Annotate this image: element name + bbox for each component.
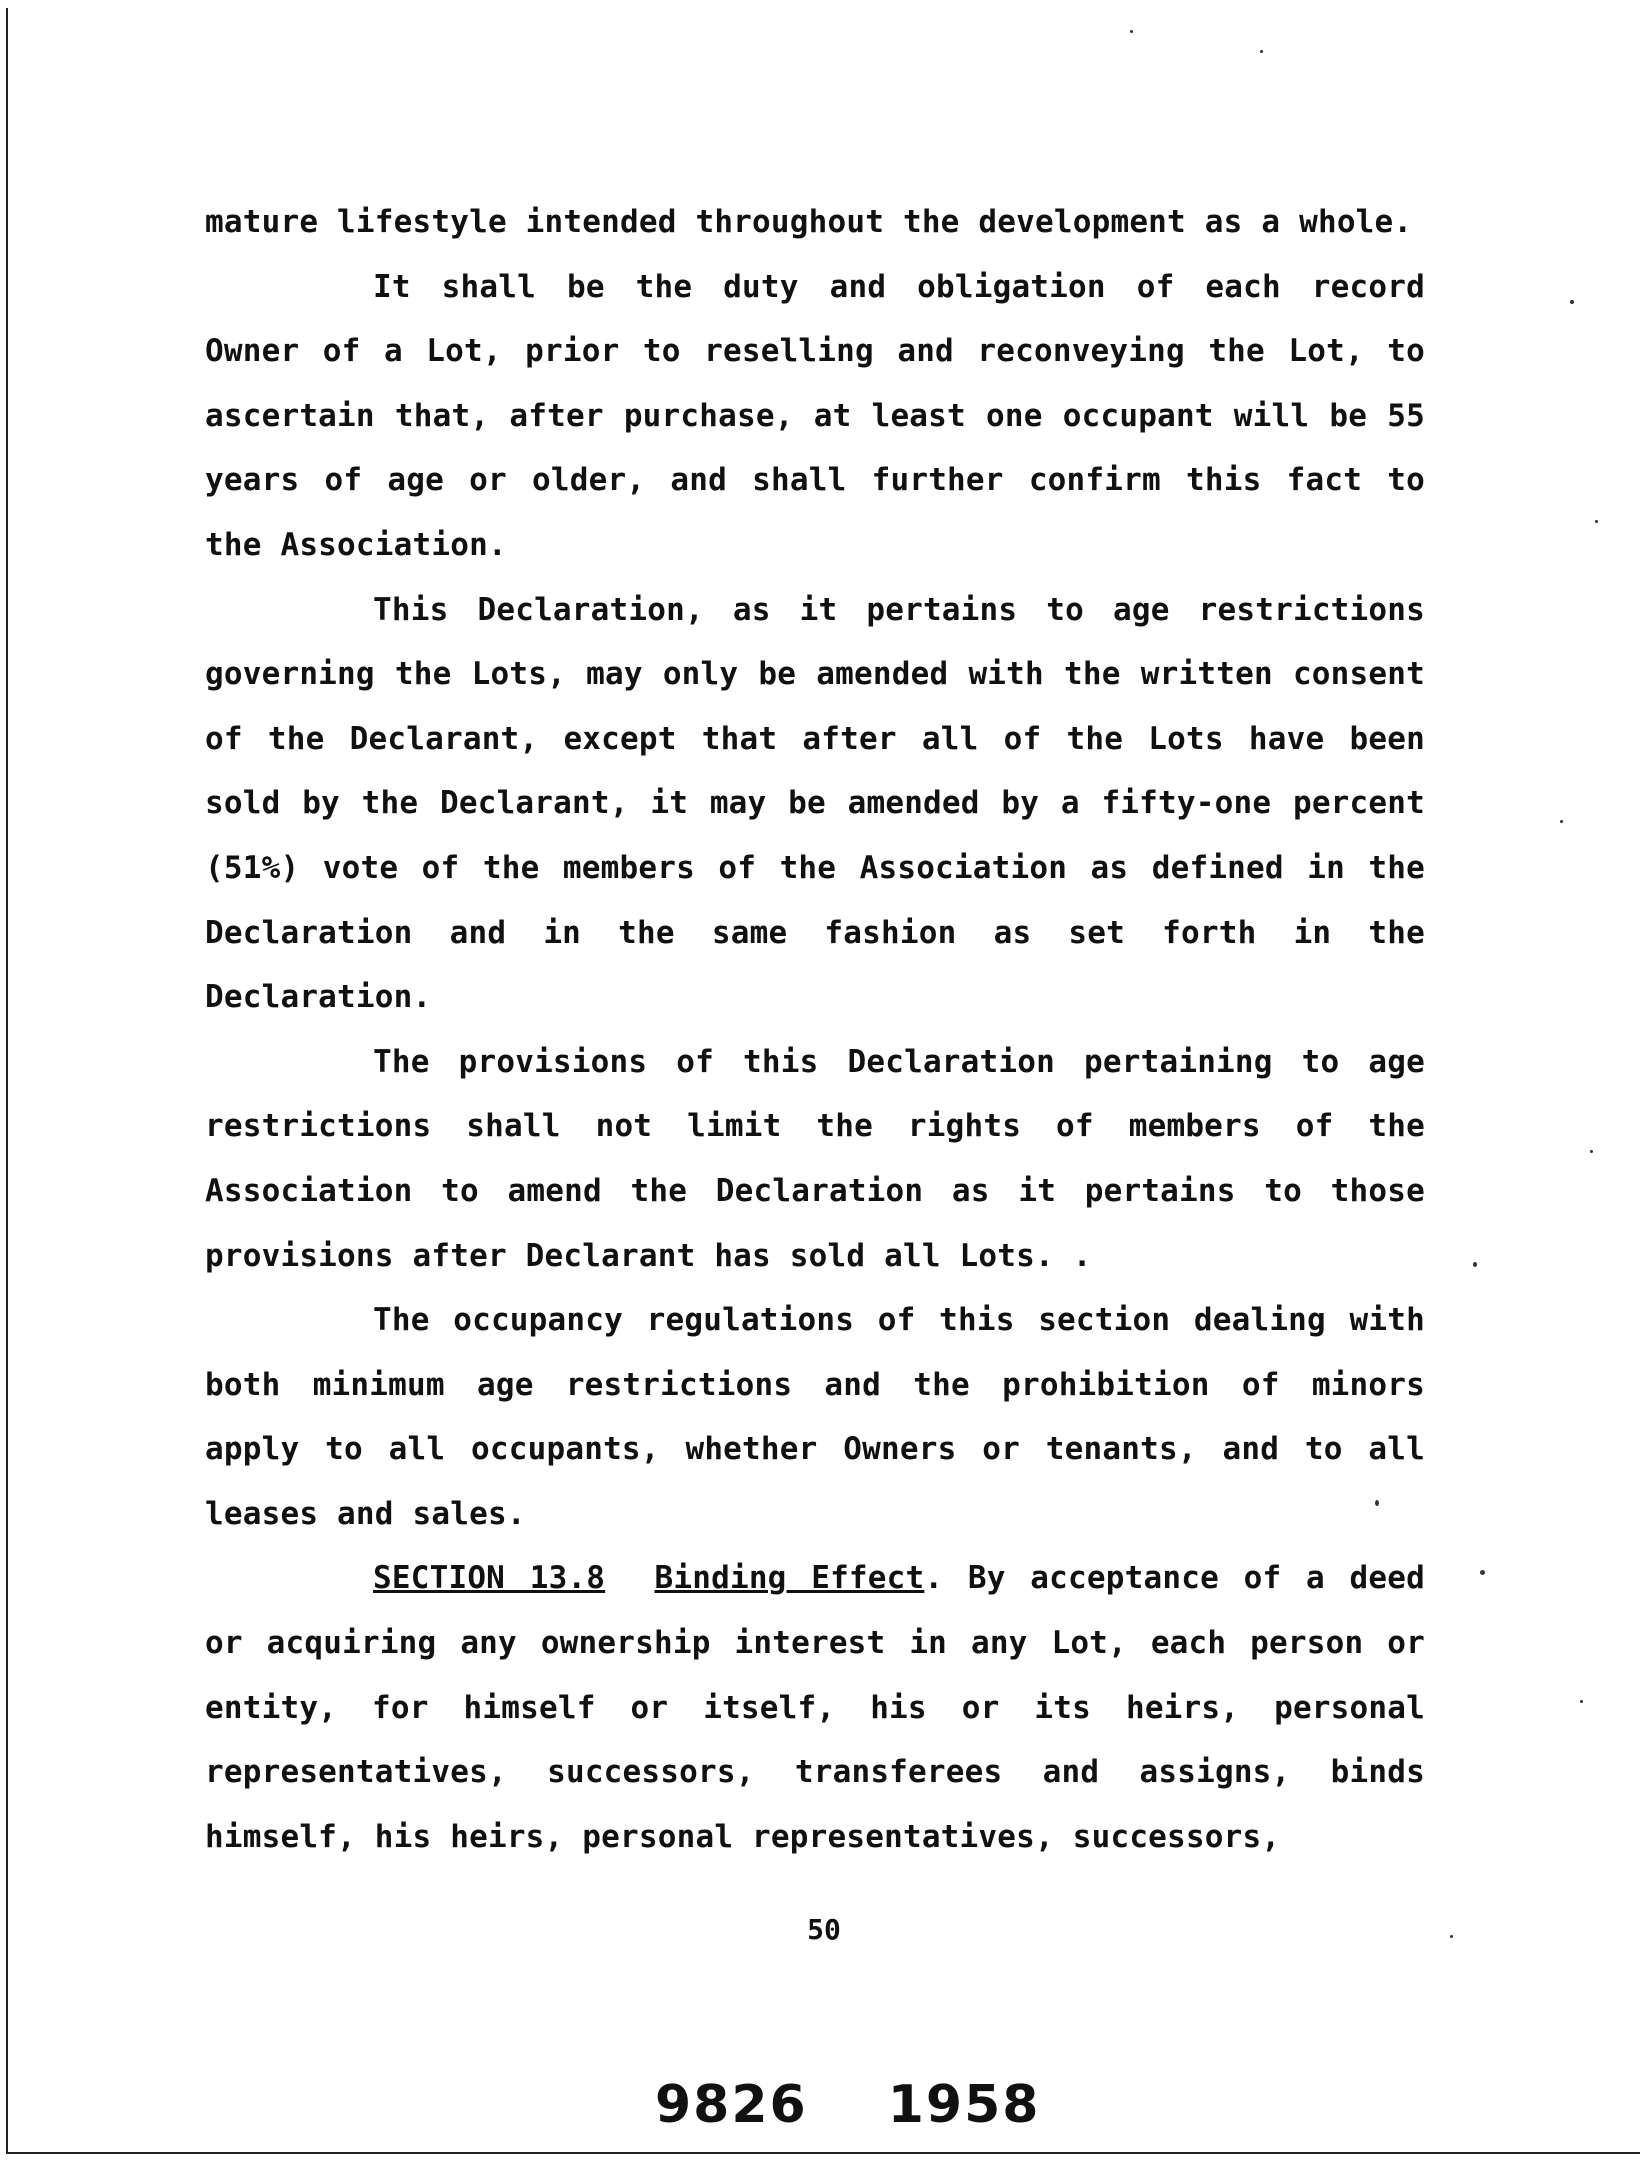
- scan-speck: [1480, 1570, 1485, 1575]
- paragraph-3: This Declaration, as it pertains to age restrictions governing the Lots, may only be amended with the written consent of the Declarant, except that after all of the Lots have been sold by the Declarant, it may be amended by a fifty-one percent (51%) vote of the members of the Association as defined in the Declaration and in the same fashion as set forth in the Declaration.: [205, 591, 1425, 1016]
- section-heading: SECTION 13.8: [373, 1560, 606, 1597]
- paragraph-2: It shall be the duty and obligation of each record Owner of a Lot, prior to reselling and reconveying the Lot, to ascertain that, after purchase, at least one occupant will be 55 years of age or older, and shall further confirm this fact to the Association.: [205, 268, 1425, 563]
- scan-speck: [1590, 1150, 1593, 1153]
- section-text: . By acceptance of a deed or acquiring any ownership interest in any Lot, each person or entity, for himself or itself, his or its heirs, personal representatives, successors, transferees and assigns, binds himself, his heirs, personal representatives, successors,: [205, 1560, 1425, 1855]
- paragraph-1: mature lifestyle intended throughout the development as a whole.: [205, 204, 1413, 240]
- scan-speck: [1260, 50, 1263, 53]
- scan-speck: [1375, 1500, 1379, 1506]
- scan-speck: [1473, 1262, 1477, 1267]
- document-id-part: 9826: [655, 2075, 808, 2135]
- scan-speck: [1130, 30, 1133, 33]
- section-title: Binding Effect: [654, 1560, 925, 1597]
- page-number: 50: [807, 1913, 841, 1946]
- paragraph-4: The provisions of this Declaration pertaining to age restrictions shall not limit the rights of members of the Association to amend the Declaration as it pertains to those provisions after Declarant has sold all Lots. .: [205, 1043, 1425, 1274]
- scan-speck: [1560, 820, 1563, 823]
- document-body: [205, 190, 1425, 1869]
- document-id-stamp: [655, 2075, 1040, 2135]
- scan-speck: [1580, 1700, 1583, 1703]
- scan-speck: [1570, 300, 1574, 304]
- document-id-part: 1958: [887, 2075, 1041, 2135]
- scan-speck: [1450, 1935, 1453, 1938]
- section-paragraph: [205, 1546, 1425, 1869]
- paragraph-5: The occupancy regulations of this section dealing with both minimum age restrictions and the prohibition of minors apply to all occupants, whether Owners or tenants, and to all leases and sales.: [205, 1302, 1425, 1532]
- scan-speck: [1595, 520, 1598, 523]
